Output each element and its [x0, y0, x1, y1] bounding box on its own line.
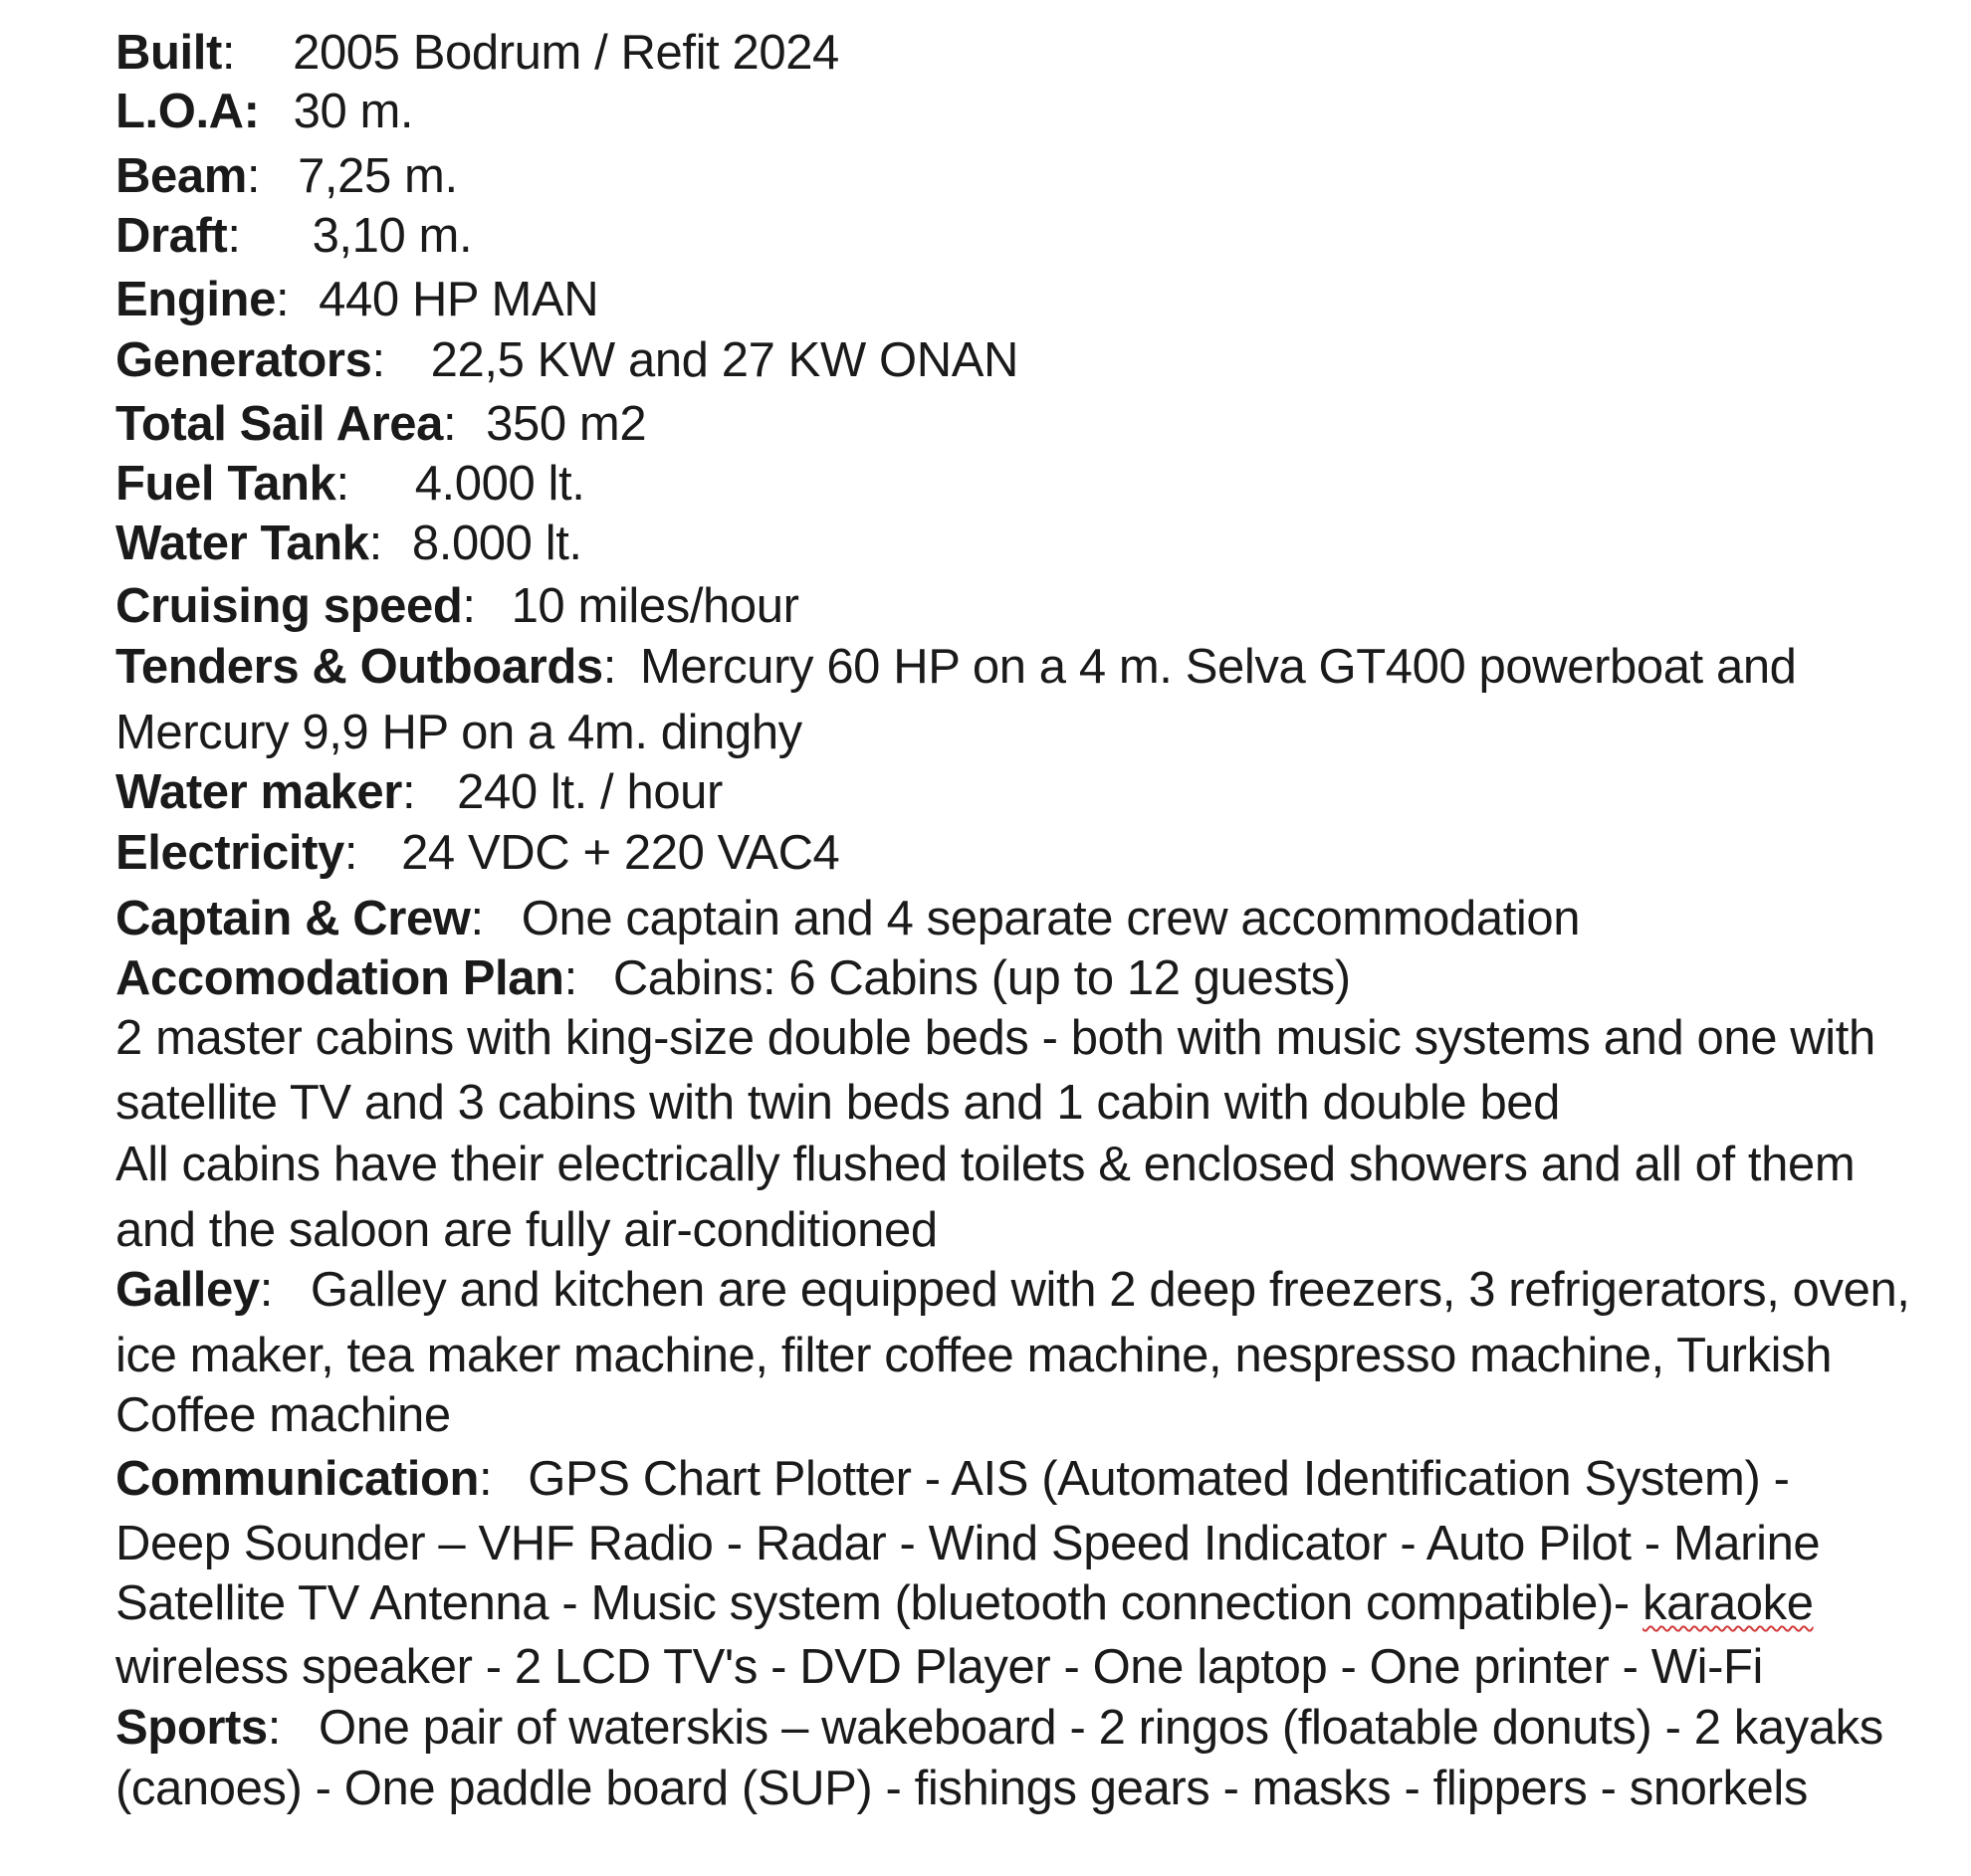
spec-value: Mercury 60 HP on a 4 m. Selva GT400 powerboat and: [639, 640, 1797, 694]
spec-sports-cont: (canoes) - One paddle board (SUP) - fishings gears - masks - flippers - snorkels: [115, 1762, 1808, 1815]
spec-label: Beam: [115, 149, 247, 203]
spec-label: Built: [115, 26, 222, 80]
spec-label: Water Tank: [115, 517, 369, 570]
spec-tenders-cont: Mercury 9,9 HP on a 4m. dinghy: [115, 706, 802, 759]
spec-value: 10 miles/hour: [511, 579, 799, 633]
spec-label: Water maker: [115, 765, 402, 819]
spec-label: Total Sail Area: [115, 397, 443, 451]
spec-water-maker: Water maker: 240 lt. / hour: [115, 765, 723, 819]
spec-accommodation-cont-3: All cabins have their electrically flushed toilets & enclosed showers and all of them: [115, 1138, 1856, 1191]
spec-label: L.O.A: [115, 85, 244, 138]
spec-sports: Sports: One pair of waterskis – wakeboard - 2 ringos (floatable donuts) - 2 kayaks: [115, 1701, 1883, 1755]
spec-accommodation-cont-4: and the saloon are fully air-conditioned: [115, 1203, 938, 1257]
spec-label: Sports: [115, 1701, 268, 1755]
spec-value: 440 HP MAN: [319, 273, 599, 326]
spec-value: 350 m2: [486, 397, 647, 451]
spec-communication-cont-1: Deep Sounder – VHF Radio - Radar - Wind Speed Indicator - Auto Pilot - Marine: [115, 1517, 1821, 1570]
spec-communication: Communication: GPS Chart Plotter - AIS (Automated Identification System) -: [115, 1452, 1790, 1506]
spec-loa: L.O.A: 30 m.: [115, 85, 414, 138]
spec-accommodation: Accomodation Plan: Cabins: 6 Cabins (up to 12 guests): [115, 951, 1351, 1005]
spec-captain-crew: Captain & Crew: One captain and 4 separate crew accommodation: [115, 892, 1581, 945]
communication-text: Satellite TV Antenna - Music system (bluetooth connection compatible)-: [115, 1576, 1643, 1630]
spec-value: 2005 Bodrum / Refit 2024: [293, 26, 839, 80]
spec-electricity: Electricity: 24 VDC + 220 VAC4: [115, 826, 840, 880]
spec-label: Cruising speed: [115, 579, 463, 633]
spec-draft: Draft: 3,10 m.: [115, 209, 473, 263]
spec-value: 7,25 m.: [298, 149, 458, 203]
spec-value: Galley and kitchen are equipped with 2 deep freezers, 3 refrigerators, oven,: [310, 1263, 1910, 1317]
spec-label: Galley: [115, 1263, 260, 1317]
spec-sail-area: Total Sail Area: 350 m2: [115, 397, 647, 451]
spec-label: Tenders & Outboards: [115, 640, 603, 694]
spec-beam: Beam: 7,25 m.: [115, 149, 458, 203]
spec-value: One pair of waterskis – wakeboard - 2 ringos (floatable donuts) - 2 kayaks: [319, 1701, 1883, 1755]
spec-label: Electricity: [115, 826, 344, 880]
spec-value: 4.000 lt.: [414, 457, 585, 511]
spec-label: Communication: [115, 1452, 480, 1506]
spec-label: Draft: [115, 209, 228, 263]
spec-galley: Galley: Galley and kitchen are equipped with 2 deep freezers, 3 refrigerators, oven,: [115, 1263, 1910, 1317]
spec-cruising-speed: Cruising speed: 10 miles/hour: [115, 579, 799, 633]
spec-label: Accomodation Plan: [115, 951, 564, 1005]
spec-generators: Generators: 22,5 KW and 27 KW ONAN: [115, 333, 1018, 387]
spec-value: 22,5 KW and 27 KW ONAN: [430, 333, 1018, 387]
spec-value: 30 m.: [293, 85, 414, 138]
spec-value: 3,10 m.: [312, 209, 473, 263]
spec-fuel-tank: Fuel Tank: 4.000 lt.: [115, 457, 585, 511]
spec-value: GPS Chart Plotter - AIS (Automated Identification System) -: [528, 1452, 1790, 1506]
spec-accommodation-cont-2: satellite TV and 3 cabins with twin beds and 1 cabin with double bed: [115, 1076, 1561, 1130]
spec-galley-cont-1: ice maker, tea maker machine, filter coffee machine, nespresso machine, Turkish: [115, 1329, 1833, 1382]
spec-engine: Engine: 440 HP MAN: [115, 273, 599, 326]
spec-value: One captain and 4 separate crew accommodation: [521, 892, 1581, 945]
spec-label: Engine: [115, 273, 276, 326]
spec-built: Built: 2005 Bodrum / Refit 2024: [115, 26, 839, 80]
spec-galley-cont-2: Coffee machine: [115, 1388, 451, 1442]
spec-value: 240 lt. / hour: [457, 765, 723, 819]
spec-accommodation-cont-1: 2 master cabins with king-size double beds - both with music systems and one with: [115, 1011, 1875, 1065]
spec-communication-cont-3: wireless speaker - 2 LCD TV's - DVD Player - One laptop - One printer - Wi-Fi: [115, 1640, 1764, 1694]
spec-value: 8.000 lt.: [411, 517, 582, 570]
spec-label: Captain & Crew: [115, 892, 471, 945]
spec-value: 24 VDC + 220 VAC4: [401, 826, 840, 880]
spec-water-tank: Water Tank: 8.000 lt.: [115, 517, 582, 570]
spec-value: Cabins: 6 Cabins (up to 12 guests): [612, 951, 1351, 1005]
spellcheck-word: karaoke: [1642, 1576, 1814, 1630]
spec-communication-cont-2: [115, 1572, 1814, 1634]
spec-label: Fuel Tank: [115, 457, 336, 511]
spec-label: Generators: [115, 333, 372, 387]
spec-tenders: Tenders & Outboards: Mercury 60 HP on a 4 m. Selva GT400 powerboat and: [115, 640, 1797, 694]
